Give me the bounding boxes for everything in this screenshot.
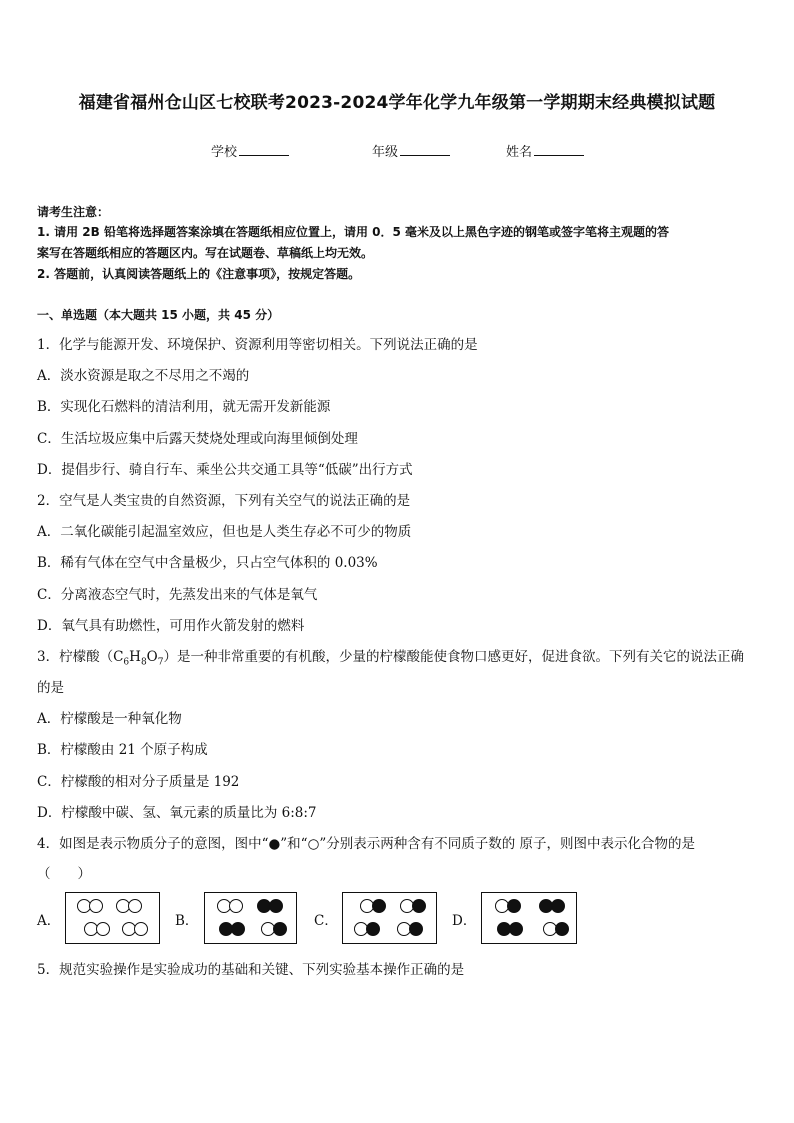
q4-option-a-diagram [65,892,160,944]
q2-stem: 2．空气是人类宝贵的自然资源，下列有关空气的说法正确的是 [37,493,411,509]
school-blank[interactable] [239,143,289,156]
q3-stem-line-2: 的是 [37,680,64,696]
grade-field[interactable] [372,141,450,160]
notice-item-1-line-1: 1. 请用 2B 铅笔将选择题答案涂填在答题纸相应位置上，请用 0．5 毫米及以上黑色字迹的钢笔或签字笔将主观题的答 [37,225,669,239]
q3-option-d: D．柠檬酸中碳、氢、氧元素的质量比为 6:8:7 [37,805,317,821]
black-atom [509,922,523,936]
white-atom [96,922,110,936]
q4-option-c-label: C． [314,913,338,929]
grade-label: 年级 [372,145,399,160]
black-atom [231,922,245,936]
black-atom [366,922,380,936]
q3-option-c: C．柠檬酸的相对分子质量是 192 [37,774,240,790]
name-label: 姓名 [506,145,533,160]
q1-option-c: C．生活垃圾应集中后露天焚烧处理或向海里倾倒处理 [37,431,358,447]
school-field[interactable] [211,141,289,160]
q2-option-d: D．氧气具有助燃性，可用作火箭发射的燃料 [37,618,305,634]
black-atom [551,899,565,913]
white-atom [229,899,243,913]
black-atom [372,899,386,913]
white-atom [128,899,142,913]
name-field[interactable] [506,141,584,160]
q4-option-b-label: B． [175,913,199,929]
q5-stem: 5．规范实验操作是实验成功的基础和关键、下列实验基本操作正确的是 [37,962,465,978]
grade-blank[interactable] [400,143,450,156]
black-atom [555,922,569,936]
q1-option-a: A．淡水资源是取之不尽用之不竭的 [37,368,250,384]
q1-option-d: D．提倡步行、骑自行车、乘坐公共交通工具等“低碳”出行方式 [37,462,413,478]
white-atom [89,899,103,913]
page-title: 福建省福州仓山区七校联考2023-2024学年化学九年级第一学期期末经典模拟试题 [78,93,716,113]
black-atom [273,922,287,936]
notice-item-2: 2. 答题前，认真阅读答题纸上的《注意事项》，按规定答题。 [37,267,361,281]
q2-option-a: A．二氧化碳能引起温室效应，但也是人类生存必不可少的物质 [37,524,412,540]
notice-item-1-line-2: 案写在答题纸相应的答题区内。写在试题卷、草稿纸上均无效。 [37,246,374,260]
q4-option-d-label: D． [452,913,477,929]
q1-stem: 1．化学与能源开发、环境保护、资源利用等密切相关。下列说法正确的是 [37,337,478,353]
section-heading: 一、单选题（本大题共 15 小题，共 45 分） [37,308,280,322]
black-atom [412,899,426,913]
name-blank[interactable] [534,143,584,156]
q3-stem: 3．柠檬酸$(C_6H_8O_7)$是一种非常重要的有机酸，少量的柠檬酸能使食物口感更好，促进食欲。下列有关它的说法正确 [37,649,744,668]
q3-option-a: A．柠檬酸是一种氧化物 [37,711,182,727]
q4-option-a-label: A． [37,913,61,929]
q4-paren: （ ） [37,866,91,882]
q1-option-b: B．实现化石燃料的清洁利用，就无需开发新能源 [37,399,331,415]
q4-option-c-diagram [342,892,437,944]
q4-stem: 4．如图是表示物质分子的意图，图中“●”和“○”分别表示两种含有不同质子数的 原子，则图中表示化合物的是 [37,836,696,852]
black-atom [507,899,521,913]
q2-option-c: C．分离液态空气时，先蒸发出来的气体是氧气 [37,587,318,603]
school-label: 学校 [211,145,238,160]
q4-option-b-diagram [204,892,297,944]
q4-option-d-diagram [481,892,577,944]
notice-heading: 请考生注意： [37,205,110,219]
black-atom [409,922,423,936]
q2-option-b: B．稀有气体在空气中含量极少，只占空气体积的 0.03% [37,555,378,571]
q3-option-b: B．柠檬酸由 21 个原子构成 [37,742,208,758]
white-atom [134,922,148,936]
black-atom [269,899,283,913]
